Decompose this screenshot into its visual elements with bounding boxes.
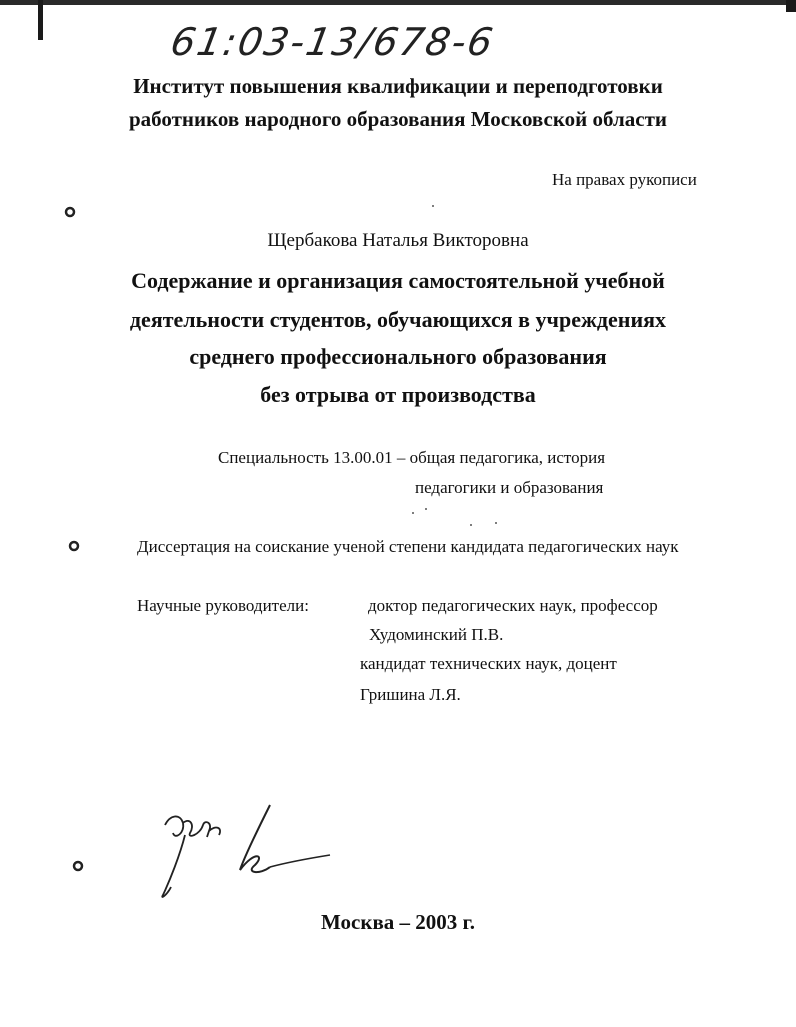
dissertation-title-line-4: без отрыва от производства <box>260 382 536 407</box>
binding-hole-icon <box>68 540 80 552</box>
supervisor-2-title: кандидат технических наук, доцент <box>360 654 617 673</box>
specialty-line-2: педагогики и образования <box>415 478 604 497</box>
scan-edge-left <box>38 0 43 40</box>
supervisor-1-title: доктор педагогических наук, профессор <box>368 596 658 615</box>
supervisors-label: Научные руководители: <box>137 596 309 615</box>
binding-hole-icon <box>64 206 76 218</box>
place-and-year: Москва – 2003 г. <box>321 910 475 934</box>
scan-speck <box>432 205 434 207</box>
scan-speck <box>470 524 472 526</box>
dissertation-title-line-1: Содержание и организация самостоятельной учебной <box>131 268 665 293</box>
handwritten-archive-number: 61:03-13/678-6 <box>167 20 498 64</box>
manuscript-rights-note: На правах рукописи <box>552 170 697 189</box>
scan-speck <box>495 522 497 524</box>
author-name: Щербакова Наталья Викторовна <box>267 230 529 251</box>
binding-hole-icon <box>72 860 84 872</box>
institute-name-line-1: Институт повышения квалификации и переподготовки <box>133 74 663 98</box>
supervisor-2-name: Гришина Л.Я. <box>360 685 461 704</box>
scan-speck <box>412 512 414 514</box>
dissertation-title-line-3: среднего профессионального образования <box>189 344 607 369</box>
scan-edge-top <box>0 0 796 5</box>
specialty-line-1: Специальность 13.00.01 – общая педагогика, история <box>218 448 606 467</box>
scan-edge-right <box>786 0 796 12</box>
scan-speck <box>425 508 427 510</box>
signature-icon <box>145 795 345 905</box>
dissertation-degree-statement: Диссертация на соискание ученой степени кандидата педагогических наук <box>137 537 679 556</box>
supervisor-1-name: Худоминский П.В. <box>369 625 504 644</box>
institute-name-line-2: работников народного образования Московской области <box>128 107 668 131</box>
dissertation-title-line-2: деятельности студентов, обучающихся в учреждениях <box>129 307 667 332</box>
